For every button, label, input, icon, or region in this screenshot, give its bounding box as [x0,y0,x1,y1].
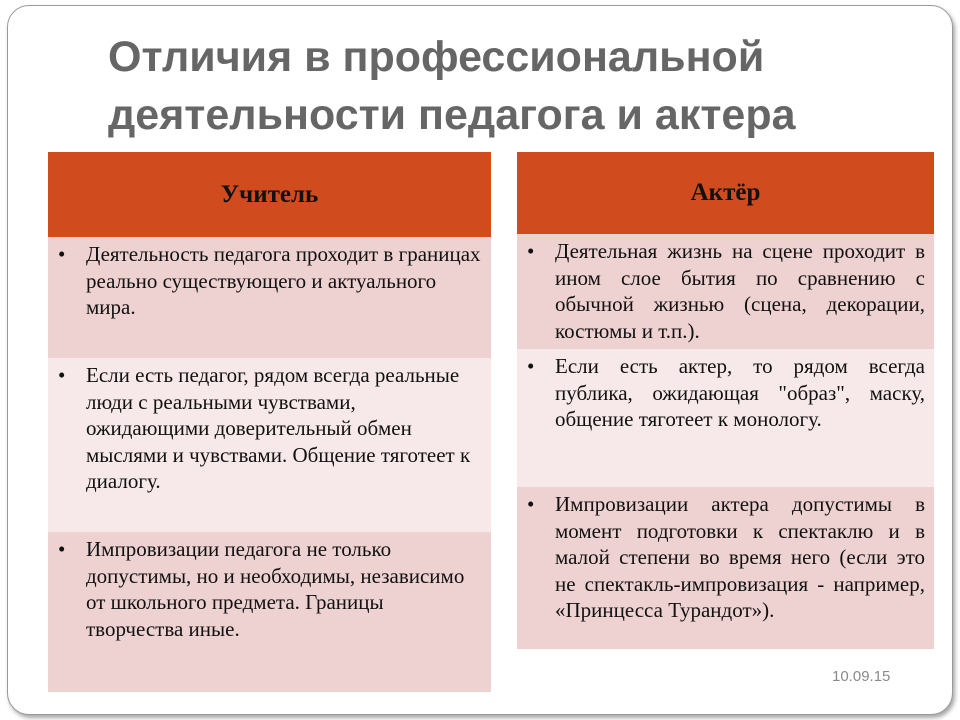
teacher-row-1: • Деятельность педагога проходит в границах реально существующего и актуального мира. [48,237,491,358]
teacher-row-3: • Импровизации педагога не только допустимы, но и необходимы, независимо от школьного предмета. Границы творчества иные. [48,532,491,692]
title-line-2: деятельности педагога и актера [108,91,796,139]
teacher-row-2: • Если есть педагог, рядом всегда реальные люди с реальными чувствами, ожидающими доверительный обмен мыслями и чувствами. Общение тяготеет к диалогу. [48,358,491,532]
title-line-1: Отличия в профессиональной [108,33,765,81]
actor-header: Актёр [517,152,934,234]
actor-row-1: • Деятельная жизнь на сцене проходит в ином слое бытия по сравнению с обычной жизнью (сцена, декорации, костюмы и т.п.). [517,234,934,349]
actor-row-3: • Импровизации актера допустимы в момент подготовки к спектаклю и в малой степени во время него (если это не спектакль-импровизация - например, «Принцесса Турандот»). [517,487,934,649]
actor-row-2: • Если есть актер, то рядом всегда публика, ожидающая "образ", маску, общение тяготеет к монологу. [517,349,934,487]
teacher-table [48,152,491,692]
teacher-header: Учитель [48,152,491,237]
actor-table [517,152,934,649]
slide-date: 10.09.15 [832,668,891,685]
slide-title [108,28,928,144]
